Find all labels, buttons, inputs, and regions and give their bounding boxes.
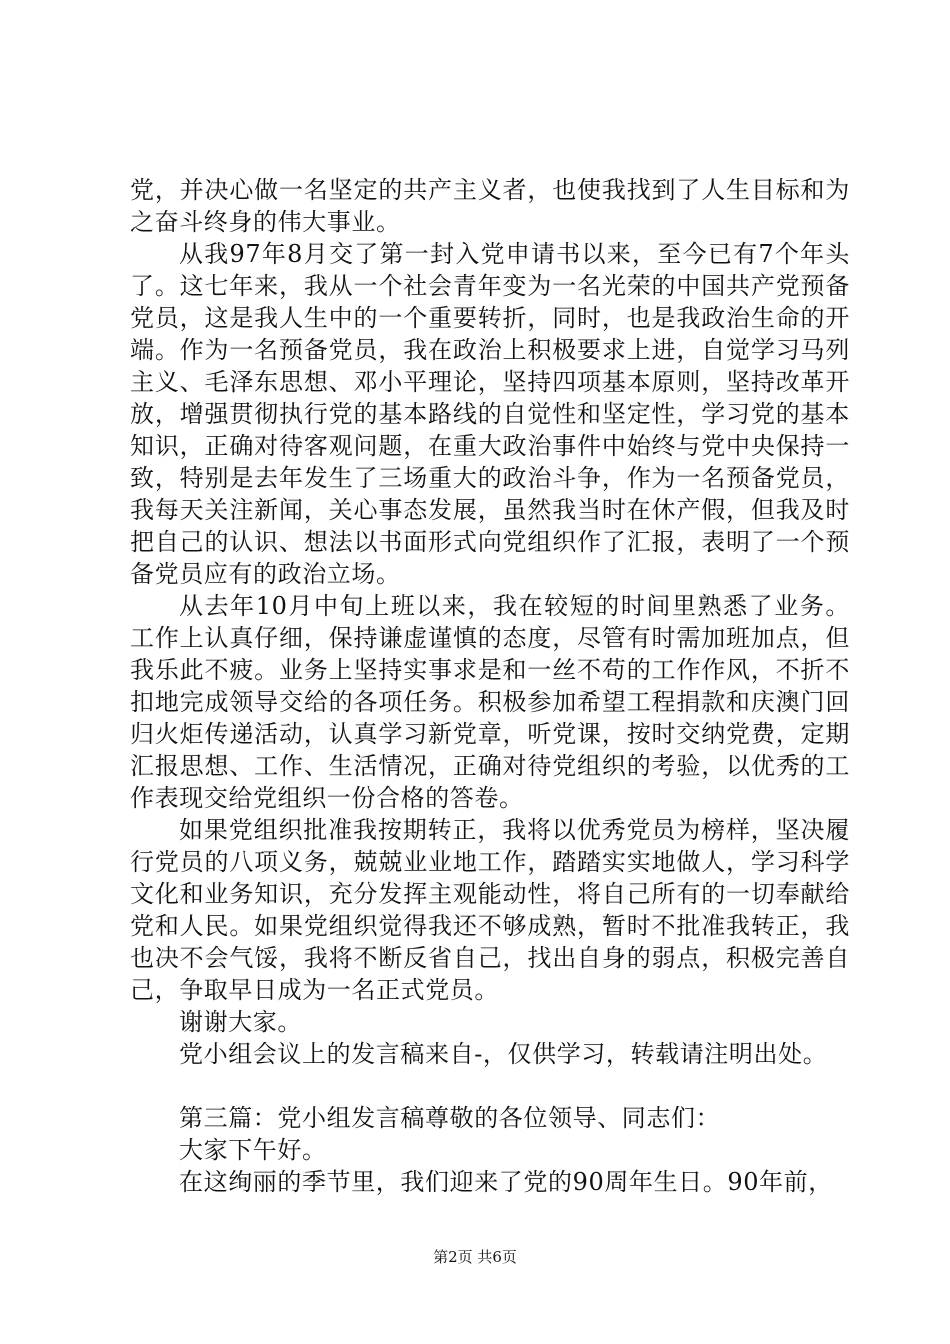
document-body	[130, 174, 850, 1198]
paragraph-thanks: 谢谢大家。	[179, 1008, 302, 1036]
paragraph-work-performance: 从去年10月中旬上班以来，我在较短的时间里熟悉了业务。工作上认真仔细，保持谦虚谨慎的态度，尽管有时需加班加点，但我乐此不疲。业务上坚持实事求是和一丝不苟的工作作风，不折不扣地完成领导交给的各项任务。积极参加希望工程捐款和庆澳门回归火炬传递活动，认真学习新党章，听党课，按时交纳党费，定期汇报思想、工作、生活情况，正确对待党组织的考验，以优秀的工作表现交给党组织一份合格的答卷。	[130, 592, 850, 812]
page-number: 第2页 共6页	[433, 1248, 517, 1266]
paragraph-continuation: 党，并决心做一名坚定的共产主义者，也使我找到了人生目标和为之奋斗终身的伟大事业。	[130, 176, 850, 236]
paragraph-commitment: 如果党组织批准我按期转正，我将以优秀党员为榜样，坚决履行党员的八项义务，兢兢业业地工作，踏踏实实地做人，学习科学文化和业务知识，充分发挥主观能动性，将自己所有的一切奉献给党和人民。如果党组织觉得我还不够成熟，暂时不批准我转正，我也决不会气馁，我将不断反省自己，找出自身的弱点，积极完善自己，争取早日成为一名正式党员。	[130, 816, 850, 1004]
section-gap	[130, 1070, 850, 1102]
paragraph-greeting: 大家下午好。	[179, 1136, 327, 1164]
paragraph-opening: 在这绚丽的季节里，我们迎来了党的90周年生日。90年前，	[179, 1168, 833, 1196]
section-heading-third: 第三篇：党小组发言稿尊敬的各位领导、同志们：	[179, 1104, 721, 1132]
paragraph-application-history: 从我97年8月交了第一封入党申请书以来，至今已有7个年头了。这七年来，我从一个社会青年变为一名光荣的中国共产党预备党员，这是我人生中的一个重要转折，同时，也是我政治生命的开端。作为一名预备党员，我在政治上积极要求上进，自觉学习马列主义、毛泽东思想、邓小平理论，坚持四项基本原则，坚持改革开放，增强贯彻执行党的基本路线的自觉性和坚定性，学习党的基本知识，正确对待客观问题，在重大政治事件中始终与党中央保持一致，特别是去年发生了三场重大的政治斗争，作为一名预备党员，我每天关注新闻，关心事态发展，虽然我当时在休产假，但我及时把自己的认识、想法以书面形式向党组织作了汇报，表明了一个预备党员应有的政治立场。	[130, 240, 850, 588]
paragraph-source-note: 党小组会议上的发言稿来自-，仅供学习，转载请注明出处。	[179, 1040, 828, 1068]
